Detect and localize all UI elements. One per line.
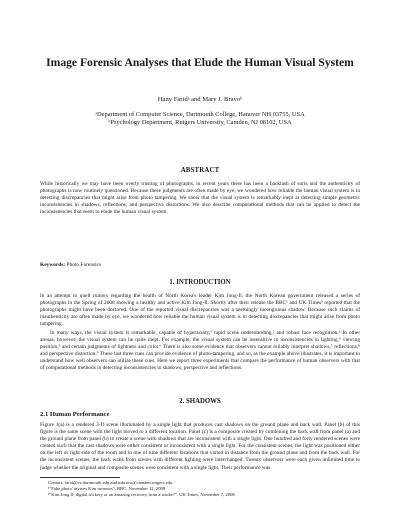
affiliation-a: ᵃDepartment of Computer Science, Dartmouth College, Hanover NH 03755, USA bbox=[95, 111, 305, 118]
author-line: Hany Faridᵃ and Mary J. Bravoᵇ bbox=[157, 96, 243, 103]
abstract-heading: ABSTRACT bbox=[180, 167, 220, 174]
keywords-label: Keywords: bbox=[40, 262, 66, 268]
subsection-heading-human-performance: 2.1 Human Performance bbox=[40, 411, 110, 418]
section-heading-introduction: 1. INTRODUCTION bbox=[169, 279, 231, 286]
section-heading-shadows: 2. SHADOWS bbox=[179, 398, 221, 405]
affiliation-b: ᵇPsychology Department, Rutgers University, Camden, NJ 08102, USA bbox=[108, 119, 292, 126]
shadows-paragraph-1: Figure 1(a) is a rendered 3-D scene illuminated by a single light that produces cast shadows on the ground plane and back wall. Panel (b) of this figure is the same scene with the light moved to a different location. Panel (c) is a composite created by combining the back wall from panel (a) and the ground plane from panel (b) to create a scene with shadows that are inconsistent with a single light. One hundred and forty rendered scenes were created such that the cast shadows were either consistent or inconsistent with a single light. For the consistent scenes, the light was positioned either on the left or right side of the room and in one of nine different locations that varied in distance from the ground plane and from the back wall. For the inconsistent scenes, the back walls from scenes with different lighting were interchanged. Twenty observers were each given unlimited time to judge whether the original and composite scenes were consistent with a single light. Their performance was bbox=[40, 422, 360, 471]
intro-paragraph-1: In an attempt to quell rumors regarding the health of North Korea's leader Kim Jong-Il, the North Korean government released a series of photographs in the Spring of 2008 showing a healthy and active Kim Jong-Il. Shortly after their release the BBC¹ and UK Times² reported that the photographs might have been doctored. One of the reported visual discrepancies was a seemingly incongruous shadow. Because such claims of inauthenticity are often made by eye, we wondered how reliable the human visual system is in detecting discrepancies that might arise from photo tampering. bbox=[40, 293, 360, 328]
footnote-rule bbox=[40, 477, 120, 478]
footnote-1: ¹"Fake photo' revives Kim rumours", BBC, November 12, 2008 bbox=[48, 486, 166, 491]
abstract-text: While historically we may have been overly trusting of photographs, in recent years there has been a backlash of sorts and the authenticity of photographs is now routinely questioned. Because these judgments are often made by eye, we wondered how reliable the human visual system is in detecting discrepancies that might arise from photo tampering. We show that the visual system is remarkably inept at detecting simple geometric inconsistencies in shadows, reflections, and perspective distortions. We also describe computational methods that can be applied to detect the inconsistencies that seem to elude the human visual system. bbox=[40, 181, 360, 216]
paper-title: Image Forensic Analyses that Elude the Human Visual System bbox=[46, 56, 354, 69]
keywords-value: Photo Forensics bbox=[66, 262, 102, 268]
intro-paragraph-2: In many ways, the visual system is remarkable, capable of hyperacuity,¹ rapid scene understanding,² and robust face recognition.³ In other arenas, however, the visual system can be quite inept. For example, the visual system can be insensitive to inconsistencies in lighting,⁴ viewing position,⁵ and certain judgments of lightness and color.⁶ There is also some evidence that observers cannot reliably interpret shadows,⁷ reflections,⁸ and perspective distortion.⁹ These last three cues can provide evidence of photo-tampering, and so, as the example above illustrates, it is important to understand how well observers can utilize these cues. Here we report three experiments that compare the performance of human observers with that of computational methods in detecting inconsistencies in shadows, perspective and reflections. bbox=[40, 330, 360, 372]
keywords bbox=[40, 262, 101, 268]
footnote-2: ²"Kim Jong Il: digital trickery or an amazing recovery from a stroke?", UK Times, November 7, 2008. bbox=[48, 492, 236, 497]
footnote-contact: Contact: farid@cs.dartmouth.edu and mbravo@camden.rutgers.edu bbox=[48, 480, 173, 485]
